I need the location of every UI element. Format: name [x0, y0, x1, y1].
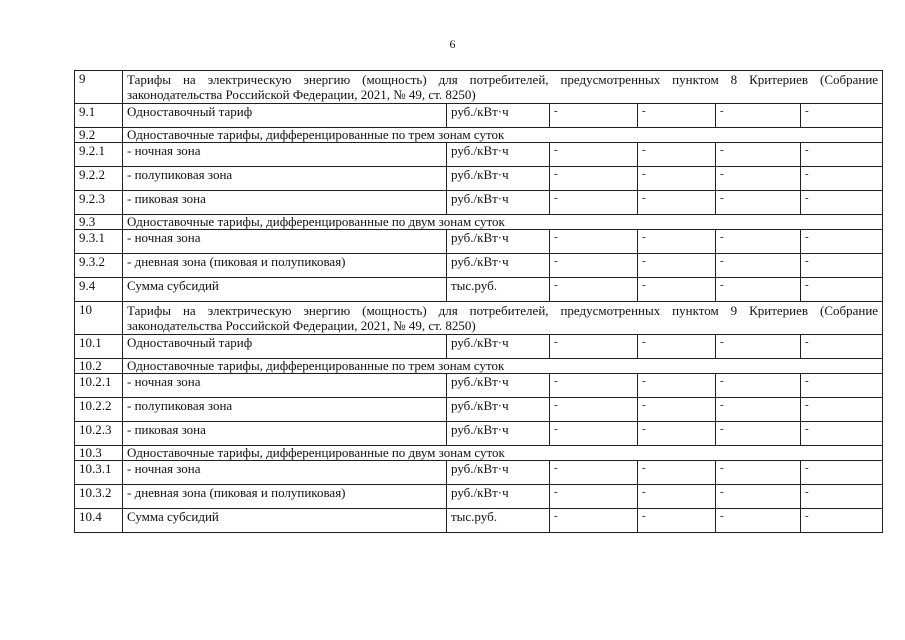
value-cell: -	[638, 104, 716, 128]
value-cell: -	[716, 104, 801, 128]
row-name: Одноставочный тариф	[123, 335, 447, 359]
row-unit: тыс.руб.	[447, 509, 550, 533]
row-unit: руб./кВт·ч	[447, 398, 550, 422]
table-row	[75, 422, 883, 446]
value-cell: -	[638, 167, 716, 191]
value-cell: -	[638, 422, 716, 446]
value-cell: -	[550, 278, 638, 302]
value-cell: -	[550, 422, 638, 446]
table-row	[75, 191, 883, 215]
value-cell: -	[716, 398, 801, 422]
value-cell: -	[638, 398, 716, 422]
row-unit: тыс.руб.	[447, 278, 550, 302]
value-cell: -	[550, 254, 638, 278]
row-unit: руб./кВт·ч	[447, 143, 550, 167]
row-unit: руб./кВт·ч	[447, 230, 550, 254]
value-cell: -	[550, 167, 638, 191]
table-row	[75, 509, 883, 533]
subsection-title: Одноставочные тарифы, дифференцированные по трем зонам суток	[123, 359, 883, 374]
row-unit: руб./кВт·ч	[447, 485, 550, 509]
value-cell: -	[638, 143, 716, 167]
value-cell: -	[638, 461, 716, 485]
row-name: - ночная зона	[123, 461, 447, 485]
value-cell: -	[801, 230, 883, 254]
subsection-title: Одноставочные тарифы, дифференцированные по двум зонам суток	[123, 446, 883, 461]
value-cell: -	[638, 485, 716, 509]
value-cell: -	[550, 398, 638, 422]
value-cell: -	[801, 104, 883, 128]
table-row	[75, 167, 883, 191]
table-row	[75, 485, 883, 509]
value-cell: -	[801, 461, 883, 485]
page-number: 6	[449, 37, 456, 51]
value-cell: -	[716, 167, 801, 191]
row-name: - полупиковая зона	[123, 167, 447, 191]
value-cell: -	[801, 335, 883, 359]
row-name: Сумма субсидий	[123, 509, 447, 533]
value-cell: -	[638, 278, 716, 302]
row-unit: руб./кВт·ч	[447, 422, 550, 446]
row-number: 9.2.3	[75, 191, 123, 215]
table-row	[75, 254, 883, 278]
row-name: Сумма субсидий	[123, 278, 447, 302]
row-unit: руб./кВт·ч	[447, 254, 550, 278]
subsection-row	[75, 215, 883, 230]
value-cell: -	[550, 335, 638, 359]
value-cell: -	[716, 335, 801, 359]
row-number: 9.2	[75, 128, 123, 143]
value-cell: -	[716, 485, 801, 509]
row-unit: руб./кВт·ч	[447, 167, 550, 191]
value-cell: -	[638, 191, 716, 215]
row-name: - пиковая зона	[123, 422, 447, 446]
value-cell: -	[550, 143, 638, 167]
section-title: Тарифы на электрическую энергию (мощность) для потребителей, предусмотренных пунктом 8 Критериев (Собрание законодательства Российской Федерации, 2021, № 49, ст. 8250)	[123, 71, 883, 104]
row-name: - пиковая зона	[123, 191, 447, 215]
row-unit: руб./кВт·ч	[447, 104, 550, 128]
value-cell: -	[550, 191, 638, 215]
row-unit: руб./кВт·ч	[447, 191, 550, 215]
row-name: - ночная зона	[123, 143, 447, 167]
value-cell: -	[716, 461, 801, 485]
value-cell: -	[716, 422, 801, 446]
value-cell: -	[716, 191, 801, 215]
subsection-row	[75, 446, 883, 461]
value-cell: -	[801, 191, 883, 215]
row-number: 10.2.1	[75, 374, 123, 398]
row-number: 9.2.1	[75, 143, 123, 167]
value-cell: -	[638, 230, 716, 254]
value-cell: -	[638, 509, 716, 533]
subsection-title: Одноставочные тарифы, дифференцированные по двум зонам суток	[123, 215, 883, 230]
value-cell: -	[550, 509, 638, 533]
row-number: 9.2.2	[75, 167, 123, 191]
tariff-table	[74, 70, 883, 533]
table-row	[75, 461, 883, 485]
table-body	[75, 71, 883, 533]
value-cell: -	[716, 374, 801, 398]
value-cell: -	[638, 335, 716, 359]
section-header-row	[75, 302, 883, 335]
row-name: - полупиковая зона	[123, 398, 447, 422]
row-number: 9.3.1	[75, 230, 123, 254]
value-cell: -	[550, 104, 638, 128]
value-cell: -	[550, 461, 638, 485]
value-cell: -	[801, 167, 883, 191]
row-number: 9.3.2	[75, 254, 123, 278]
table-row	[75, 104, 883, 128]
value-cell: -	[716, 509, 801, 533]
row-number: 10.1	[75, 335, 123, 359]
subsection-row	[75, 128, 883, 143]
row-number: 9.4	[75, 278, 123, 302]
value-cell: -	[638, 254, 716, 278]
row-number: 10.2.3	[75, 422, 123, 446]
row-number: 9	[75, 71, 123, 104]
table-row	[75, 278, 883, 302]
value-cell: -	[801, 374, 883, 398]
row-number: 10.3.2	[75, 485, 123, 509]
row-unit: руб./кВт·ч	[447, 335, 550, 359]
subsection-row	[75, 359, 883, 374]
value-cell: -	[801, 254, 883, 278]
table-row	[75, 335, 883, 359]
value-cell: -	[550, 230, 638, 254]
row-name: - дневная зона (пиковая и полупиковая)	[123, 485, 447, 509]
value-cell: -	[716, 143, 801, 167]
row-unit: руб./кВт·ч	[447, 461, 550, 485]
row-number: 10.3.1	[75, 461, 123, 485]
value-cell: -	[638, 374, 716, 398]
section-header-row	[75, 71, 883, 104]
row-number: 10.4	[75, 509, 123, 533]
row-unit: руб./кВт·ч	[447, 374, 550, 398]
value-cell: -	[716, 278, 801, 302]
value-cell: -	[716, 230, 801, 254]
row-number: 10.2	[75, 359, 123, 374]
row-number: 10.2.2	[75, 398, 123, 422]
value-cell: -	[716, 254, 801, 278]
row-name: - ночная зона	[123, 374, 447, 398]
row-name: - ночная зона	[123, 230, 447, 254]
value-cell: -	[801, 398, 883, 422]
value-cell: -	[550, 374, 638, 398]
value-cell: -	[801, 485, 883, 509]
row-number: 9.1	[75, 104, 123, 128]
row-number: 9.3	[75, 215, 123, 230]
section-title: Тарифы на электрическую энергию (мощность) для потребителей, предусмотренных пунктом 9 Критериев (Собрание законодательства Российской Федерации, 2021, № 49, ст. 8250)	[123, 302, 883, 335]
row-number: 10.3	[75, 446, 123, 461]
row-name: Одноставочный тариф	[123, 104, 447, 128]
row-name: - дневная зона (пиковая и полупиковая)	[123, 254, 447, 278]
value-cell: -	[801, 422, 883, 446]
table-row	[75, 143, 883, 167]
value-cell: -	[801, 509, 883, 533]
subsection-title: Одноставочные тарифы, дифференцированные по трем зонам суток	[123, 128, 883, 143]
value-cell: -	[801, 278, 883, 302]
table-row	[75, 374, 883, 398]
table-row	[75, 230, 883, 254]
value-cell: -	[801, 143, 883, 167]
table-row	[75, 398, 883, 422]
value-cell: -	[550, 485, 638, 509]
row-number: 10	[75, 302, 123, 335]
